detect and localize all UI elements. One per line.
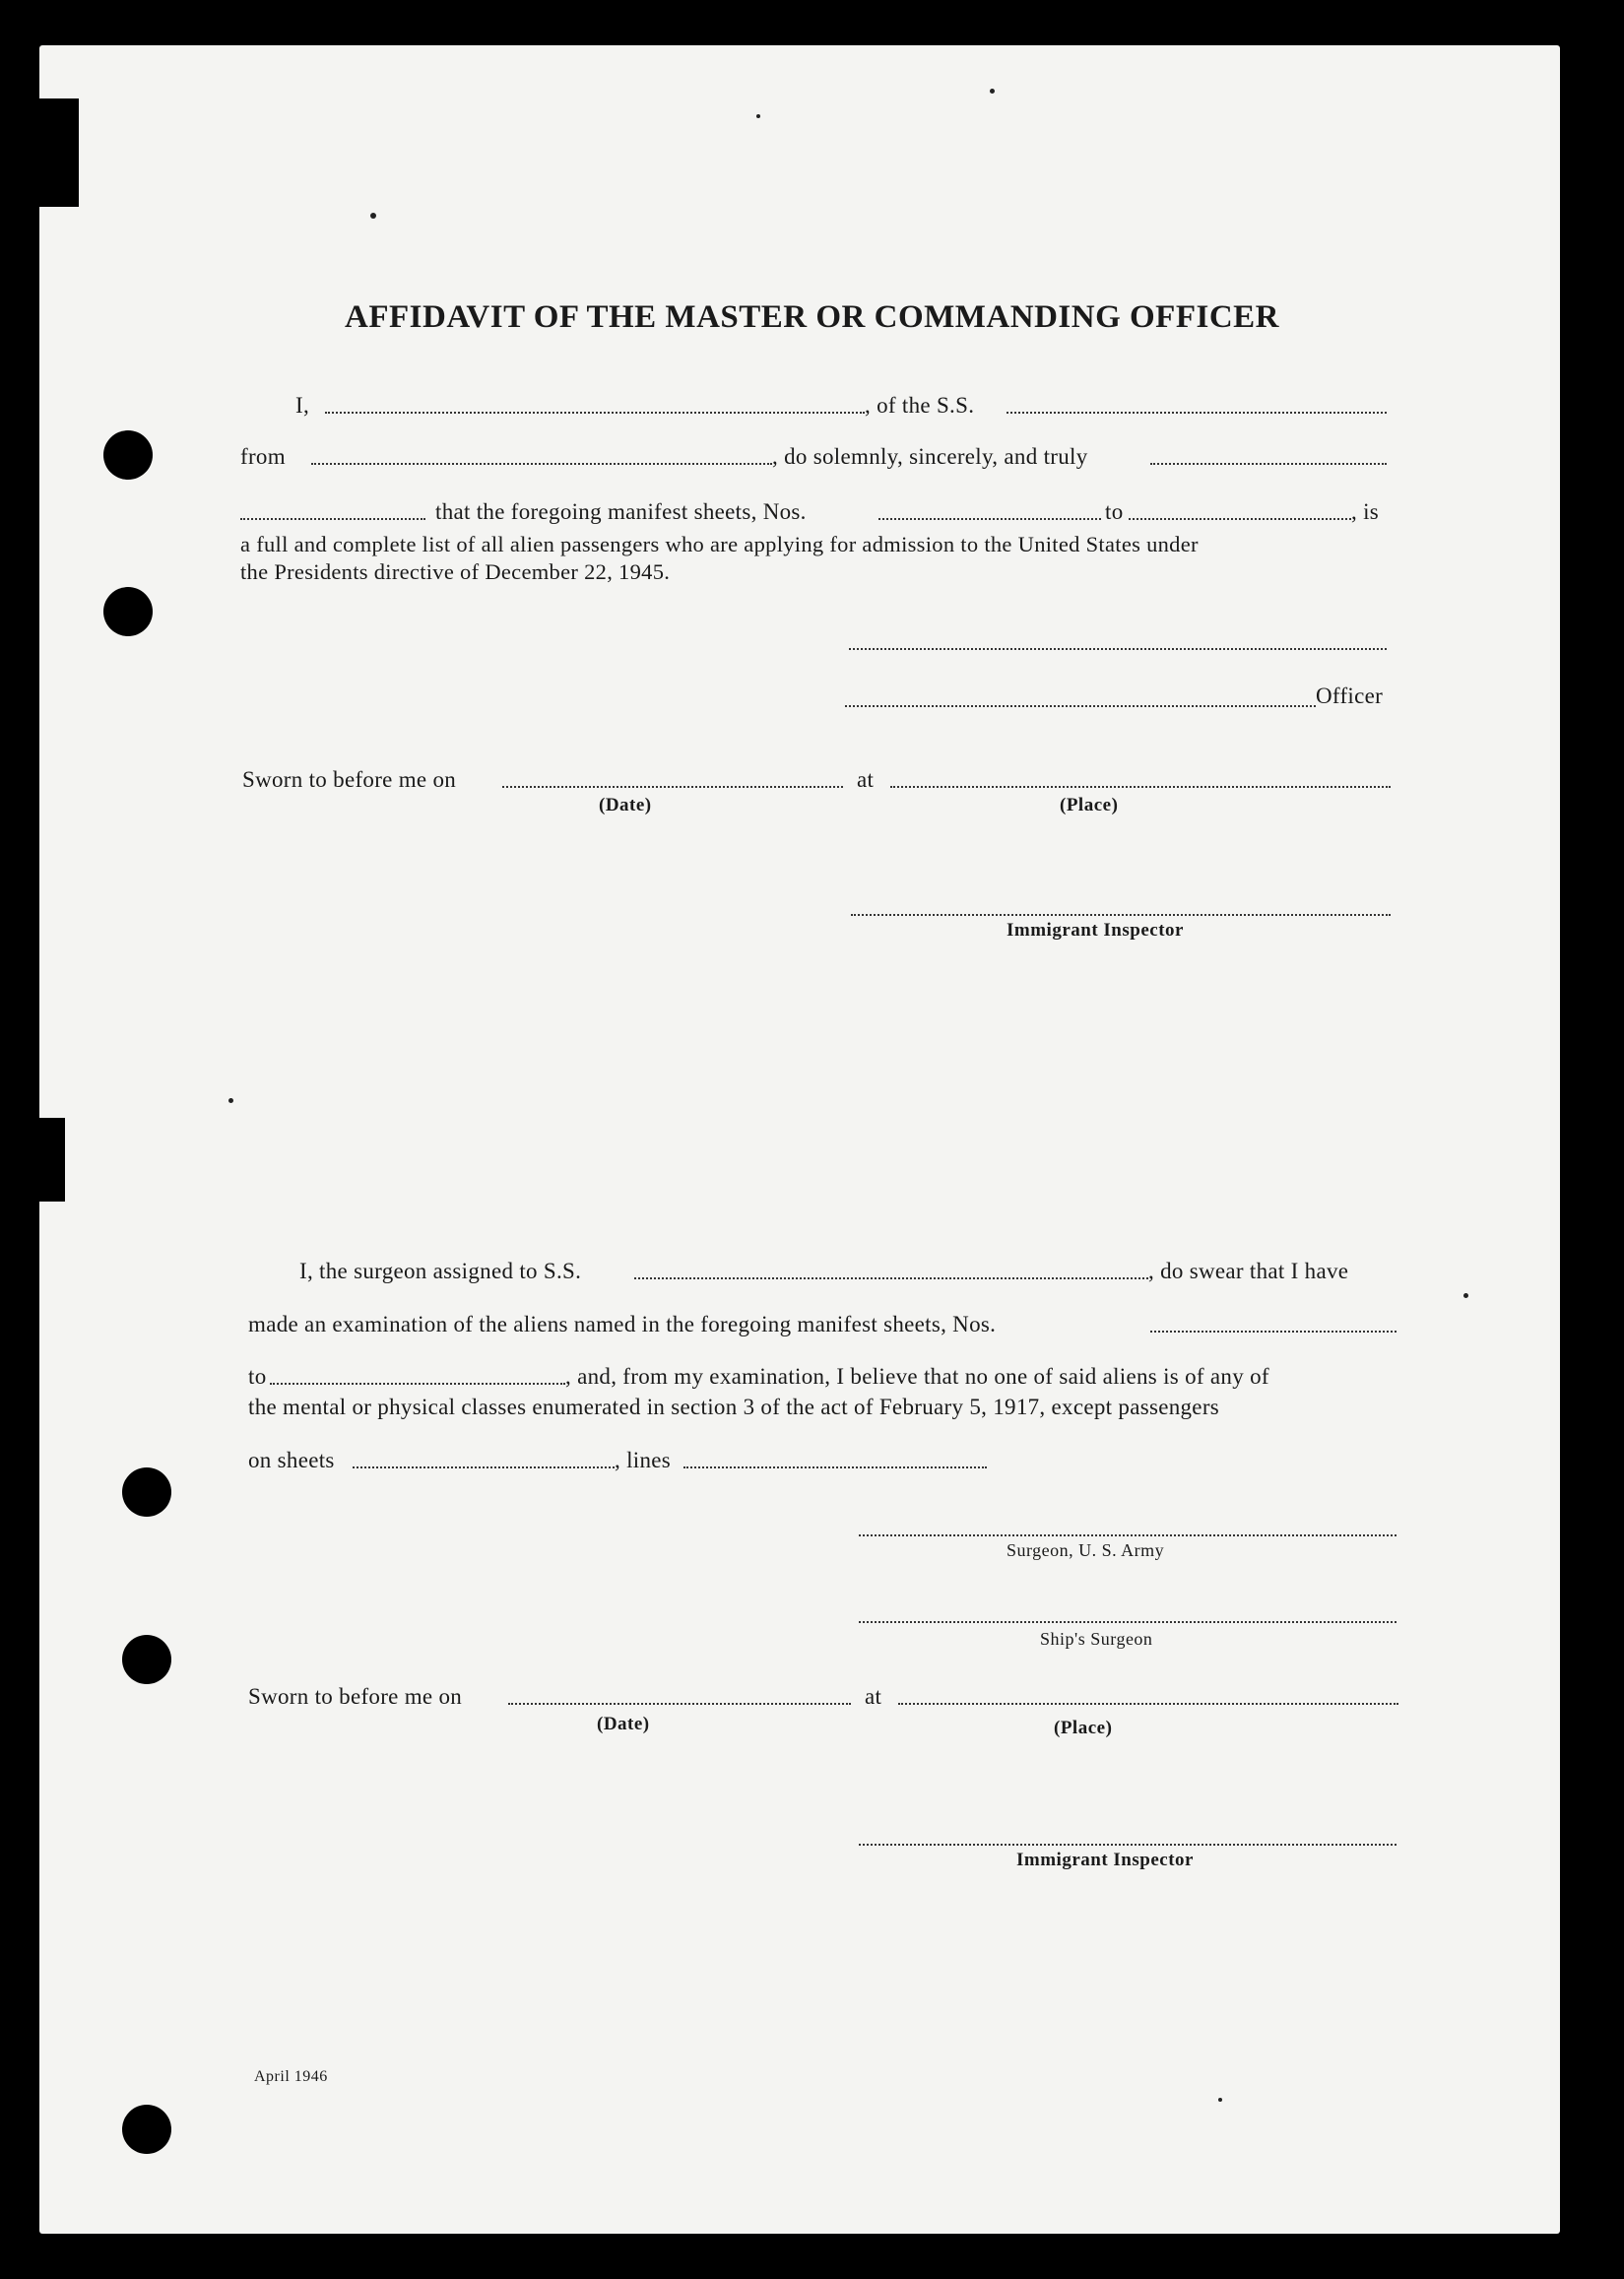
- surgeon-ss-line: [634, 1277, 1148, 1279]
- surgeon-text-line4: the mental or physical classes enumerated in section 3 of the act of February 5, 1917, except passengers: [248, 1395, 1220, 1419]
- punch-hole: [122, 2105, 171, 2154]
- surgeon-text-line3: , and, from my examination, I believe that no one of said aliens is of any of: [565, 1364, 1269, 1389]
- master-to-label: to: [1105, 499, 1124, 524]
- punch-hole: [122, 1467, 171, 1517]
- surgeon-inspector-line: [859, 1844, 1397, 1846]
- master-name-line: [325, 412, 865, 414]
- surgeon-at-label: at: [865, 1684, 882, 1709]
- surgeon-nos-to-line: [270, 1383, 565, 1385]
- master-i-label: I,: [295, 393, 310, 418]
- speck: [228, 1098, 233, 1103]
- surgeon-to-label: to: [248, 1364, 267, 1389]
- officer-signature-line: [845, 705, 1316, 707]
- page-title: AFFIDAVIT OF THE MASTER OR COMMANDING OFFICER: [345, 299, 1279, 335]
- master-at-label: at: [857, 767, 875, 792]
- master-do-line: [1150, 463, 1387, 465]
- ships-surgeon-signature-line: [859, 1621, 1397, 1623]
- surgeon-nos-line: [1150, 1331, 1397, 1333]
- master-place-caption: (Place): [1060, 795, 1119, 815]
- master-text-line5: the Presidents directive of December 22, 1945.: [240, 559, 671, 584]
- surgeon-line1-label: I, the surgeon assigned to S.S.: [299, 1259, 582, 1283]
- master-oath-line: [240, 518, 425, 520]
- master-from-label: from: [240, 444, 286, 469]
- surgeon-date-caption: (Date): [597, 1714, 650, 1734]
- punch-hole: [103, 587, 153, 636]
- master-inspector-line: [851, 914, 1391, 916]
- surgeon-sworn-label: Sworn to before me on: [248, 1684, 463, 1709]
- master-sworn-label: Sworn to before me on: [242, 767, 457, 792]
- master-nos-to-line: [1129, 518, 1351, 520]
- surgeon-lines-line: [683, 1466, 987, 1468]
- master-ss-label: , of the S.S.: [865, 393, 975, 418]
- surgeon-sheets-label: on sheets: [248, 1448, 335, 1472]
- master-date-caption: (Date): [599, 795, 652, 815]
- master-from-line: [311, 463, 772, 465]
- master-do-label: , do solemnly, sincerely, and truly: [772, 444, 1088, 469]
- master-signature-line: [849, 648, 1387, 650]
- speck: [1218, 2098, 1222, 2102]
- master-place-line: [890, 786, 1391, 788]
- surgeon-place-line: [898, 1703, 1398, 1705]
- master-text-line4: a full and complete list of all alien passengers who are applying for admission to the United States under: [240, 532, 1199, 556]
- surgeon-date-line: [508, 1703, 851, 1705]
- punch-hole: [103, 430, 153, 480]
- form-page: [39, 45, 1560, 2234]
- ships-surgeon-caption: Ship's Surgeon: [1040, 1629, 1153, 1649]
- speck: [370, 213, 376, 219]
- surgeon-place-caption: (Place): [1054, 1718, 1113, 1738]
- master-date-line: [502, 786, 843, 788]
- master-nos-from-line: [878, 518, 1101, 520]
- master-ss-line: [1007, 412, 1387, 414]
- officer-label: Officer: [1316, 684, 1384, 708]
- surgeon-lines-label: , lines: [615, 1448, 672, 1472]
- master-inspector-caption: Immigrant Inspector: [1007, 920, 1184, 941]
- speck: [756, 114, 760, 118]
- army-surgeon-signature-line: [859, 1534, 1397, 1536]
- punch-hole: [122, 1635, 171, 1684]
- army-surgeon-caption: Surgeon, U. S. Army: [1007, 1540, 1165, 1560]
- footer-date: April 1946: [254, 2068, 328, 2085]
- speck: [990, 89, 995, 94]
- master-that-label: that the foregoing manifest sheets, Nos.: [435, 499, 807, 524]
- master-is-label: , is: [1351, 499, 1380, 524]
- surgeon-text-line2: made an examination of the aliens named in the foregoing manifest sheets, Nos.: [248, 1312, 997, 1336]
- surgeon-inspector-caption: Immigrant Inspector: [1016, 1850, 1194, 1870]
- edge-notch: [39, 98, 79, 207]
- speck: [1463, 1293, 1468, 1298]
- surgeon-swear-label: , do swear that I have: [1148, 1259, 1349, 1283]
- surgeon-sheets-line: [353, 1466, 615, 1468]
- edge-notch: [39, 1118, 65, 1202]
